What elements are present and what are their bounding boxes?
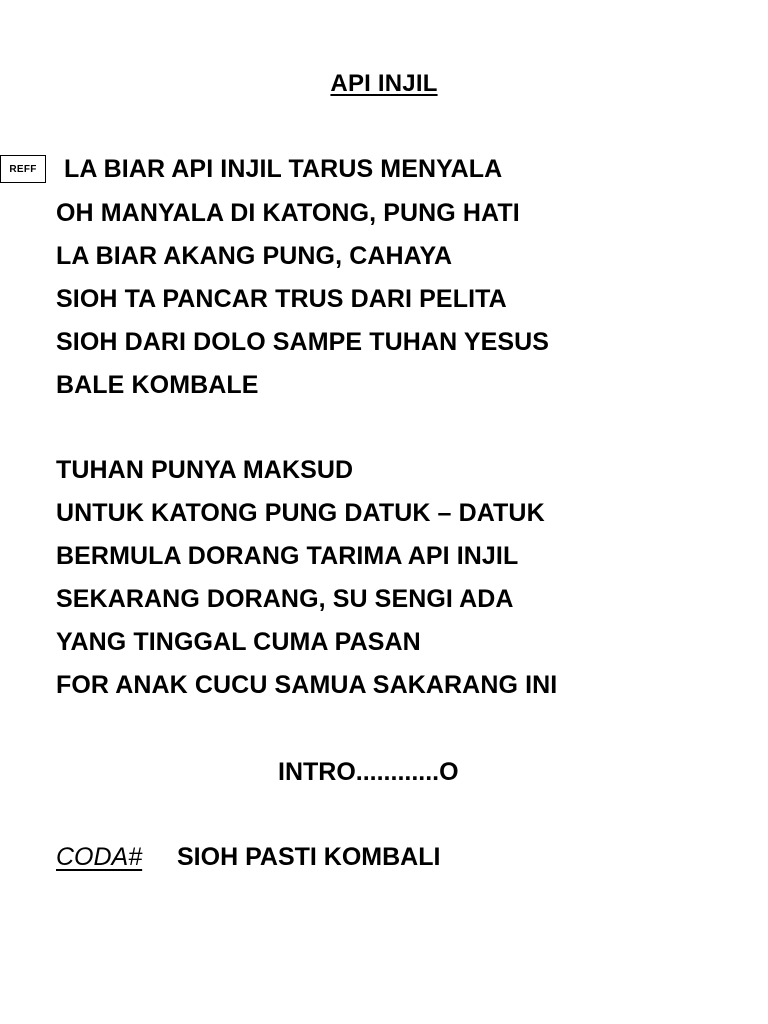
lyric-line: SEKARANG DORANG, SU SENGI ADA (56, 585, 514, 613)
lyric-line: FOR ANAK CUCU SAMUA SAKARANG INI (56, 671, 558, 699)
reff-label-box: REFF (0, 155, 46, 183)
lyric-line: UNTUK KATONG PUNG DATUK – DATUK (56, 499, 545, 527)
intro-line: INTRO............O (278, 758, 459, 786)
lyric-line: LA BIAR API INJIL TARUS MENYALA (64, 155, 503, 183)
lyric-line: YANG TINGGAL CUMA PASAN (56, 628, 421, 656)
lyric-line: TUHAN PUNYA MAKSUD (56, 456, 354, 484)
coda-label: CODA# (56, 843, 143, 871)
lyric-line: LA BIAR AKANG PUNG, CAHAYA (56, 242, 453, 270)
coda-text: SIOH PASTI KOMBALI (177, 843, 441, 871)
lyric-line: OH MANYALA DI KATONG, PUNG HATI (56, 199, 520, 227)
song-title: API INJIL (330, 70, 438, 97)
lyric-line: SIOH TA PANCAR TRUS DARI PELITA (56, 285, 507, 313)
lyric-line: BALE KOMBALE (56, 371, 259, 399)
lyric-line: SIOH DARI DOLO SAMPE TUHAN YESUS (56, 328, 550, 356)
lyric-line: BERMULA DORANG TARIMA API INJIL (56, 542, 519, 570)
